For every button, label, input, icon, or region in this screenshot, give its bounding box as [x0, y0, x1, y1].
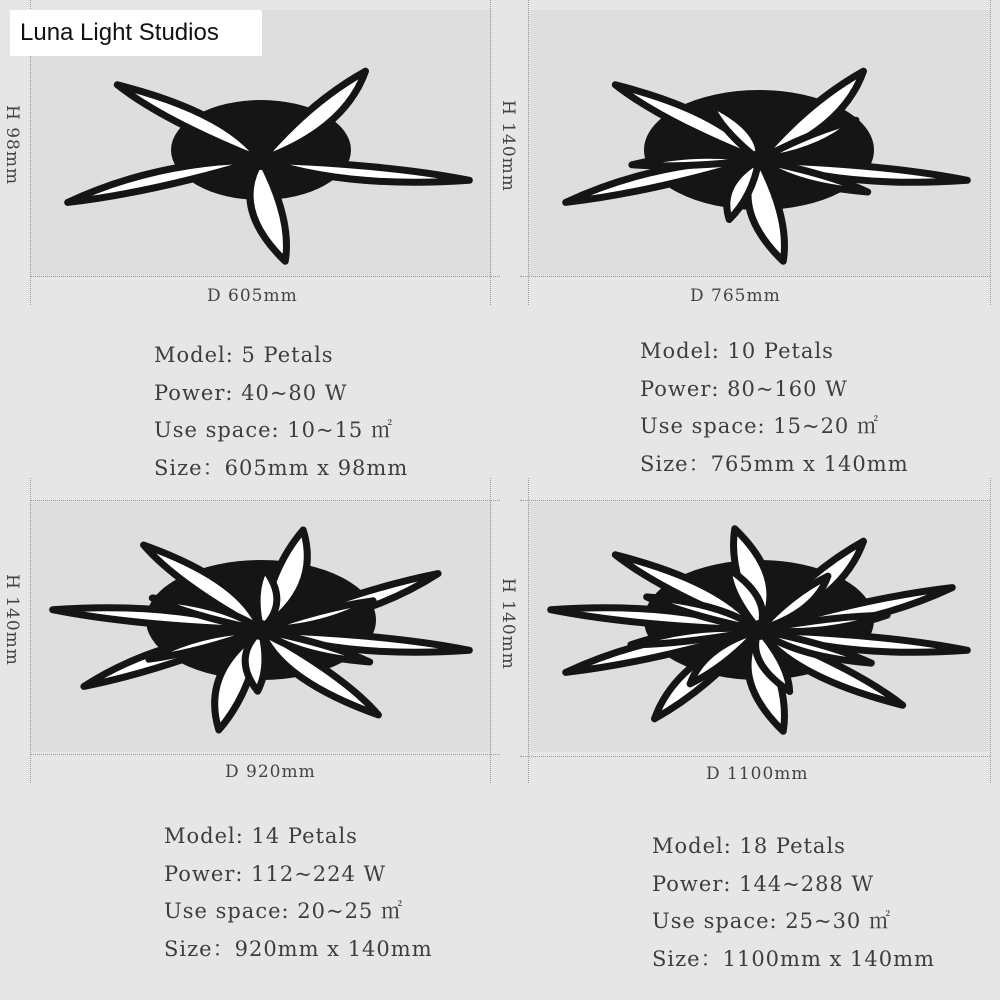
spec-list — [164, 818, 433, 968]
spec-use-space: Use space: 20~25 ㎡ — [164, 899, 403, 923]
chandelier-hub — [749, 150, 769, 170]
spec-use-space: Use space: 25~30 ㎡ — [652, 909, 891, 933]
spec-model: Model: 14 Petals — [164, 824, 358, 848]
spec-model: Model: 18 Petals — [652, 834, 846, 858]
spec-power: Power: 144~288 W — [652, 871, 875, 896]
chandelier-hub — [749, 620, 769, 640]
spec-size: Size：605mm x 98mm — [154, 455, 409, 480]
chandelier-10-petals-image — [528, 40, 990, 280]
chandelier-hub — [251, 620, 271, 640]
height-label: H 140mm — [498, 578, 518, 670]
spec-size: Size：765mm x 140mm — [640, 451, 909, 476]
spec-power: Power: 112~224 W — [164, 861, 387, 886]
diameter-label: D 605mm — [207, 286, 298, 306]
chandelier-18-petals-image — [528, 515, 990, 745]
chandelier-hub — [251, 150, 271, 170]
diameter-label: D 920mm — [225, 762, 316, 782]
spec-model: Model: 10 Petals — [640, 339, 834, 363]
spec-size: Size：1100mm x 140mm — [652, 946, 935, 971]
spec-list — [640, 333, 909, 483]
spec-size: Size：920mm x 140mm — [164, 936, 433, 961]
height-label: H 140mm — [2, 574, 22, 666]
diameter-label: D 765mm — [690, 286, 781, 306]
spec-list — [652, 828, 935, 978]
spec-use-space: Use space: 10~15 ㎡ — [154, 418, 393, 442]
spec-power: Power: 40~80 W — [154, 380, 348, 405]
height-label: H 140mm — [498, 100, 518, 192]
brand-logo: Luna Light Studios — [10, 10, 262, 56]
spec-list — [154, 337, 408, 487]
spec-use-space: Use space: 15~20 ㎡ — [640, 414, 879, 438]
chandelier-14-petals-image — [30, 515, 492, 745]
spec-model: Model: 5 Petals — [154, 343, 334, 367]
height-label: H 98mm — [2, 105, 22, 186]
chandelier-5-petals-image — [30, 40, 492, 280]
spec-power: Power: 80~160 W — [640, 376, 848, 401]
diameter-label: D 1100mm — [706, 764, 809, 784]
